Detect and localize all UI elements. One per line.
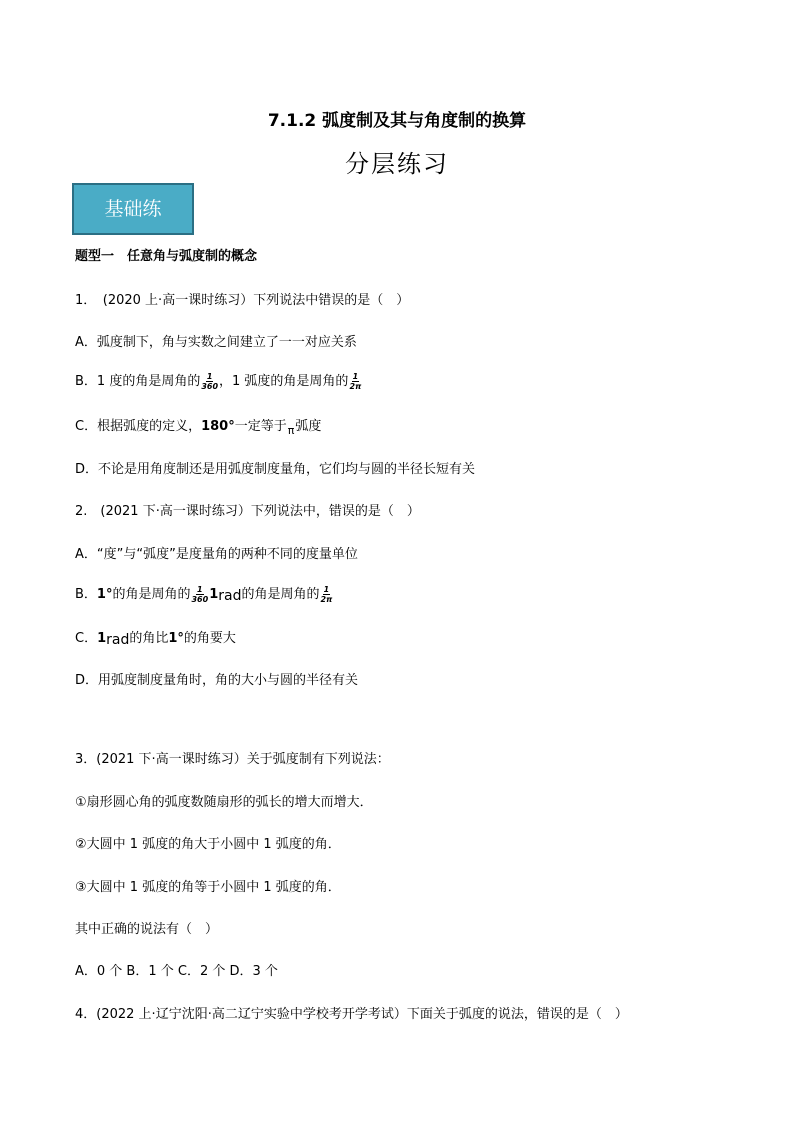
q1-b-text-mid: ，1 弧度的角是周角的 xyxy=(219,374,349,389)
q2-option-a: A．“度”与“弧度”是度量角的两种不同的度量单位 xyxy=(75,547,358,562)
q3-stem: 3．(2021 下·高一课时练习）关于弧度制有下列说法： xyxy=(75,752,390,767)
level-badge: 基础练 xyxy=(72,183,194,235)
q2-c-text-mid: 的角比 xyxy=(129,631,169,646)
q2-b-fraction-1 xyxy=(191,585,208,604)
q1-c-text: C．根据弧度的定义， xyxy=(75,419,202,434)
q1-c-text-mid: 一定等于 xyxy=(234,419,287,434)
q3-question: 其中正确的说法有（ ） xyxy=(75,922,219,937)
q1-c-degree: 180° xyxy=(201,419,235,434)
document-subtitle: 分层练习 xyxy=(345,150,449,178)
q2-c-text: C． xyxy=(75,631,98,646)
q1-b-frac2-den: 2π xyxy=(349,382,362,391)
q2-option-c xyxy=(75,627,236,646)
q1-b-fraction-2 xyxy=(349,372,361,391)
q2-b-text-mid2: 的角是周角的 xyxy=(241,587,320,602)
q2-b-frac1-den: 360 xyxy=(191,595,209,604)
q1-option-a: A．弧度制下，角与实数之间建立了一一对应关系 xyxy=(75,335,357,350)
q1-option-d: D．不论是用角度制还是用弧度制度量角，它们均与圆的半径长短有关 xyxy=(75,462,476,477)
q4-stem: 4．(2022 上·辽宁沈阳·高二辽宁实验中学校考开学考试）下面关于弧度的说法，错误的是（ ） xyxy=(75,1007,628,1022)
document-title: 7.1.2 弧度制及其与角度制的换算 xyxy=(267,111,527,131)
q1-stem: 1． (2020 上·高一课时练习）下列说法中错误的是（ ） xyxy=(75,293,410,308)
q2-b-frac2-num: 1 xyxy=(323,585,330,594)
q2-c-rad: rad xyxy=(106,632,130,648)
q2-c-text-post: 的角要大 xyxy=(183,631,236,646)
q1-b-fraction-1 xyxy=(201,372,218,391)
q3-statement-1: ①扇形圆心角的弧度数随扇形的弧长的增大而增大． xyxy=(75,795,373,810)
q2-b-text-mid: 的角是周角的 xyxy=(112,587,191,602)
q1-c-pi: π xyxy=(287,424,295,437)
q2-b-degree: 1° xyxy=(96,587,113,602)
q2-b-text: B． xyxy=(75,587,97,602)
q3-statement-2: ②大圆中 1 弧度的角大于小圆中 1 弧度的角． xyxy=(75,837,341,852)
q1-b-frac1-num: 1 xyxy=(206,372,213,381)
q2-option-b xyxy=(75,583,333,604)
q1-b-frac2-num: 1 xyxy=(352,372,359,381)
q2-b-fraction-2 xyxy=(320,585,332,604)
section-heading: 题型一 任意角与弧度制的概念 xyxy=(75,249,258,264)
q2-b-frac2-den: 2π xyxy=(320,595,333,604)
q2-b-rad: rad xyxy=(218,588,242,604)
q1-b-frac1-den: 360 xyxy=(201,382,219,391)
q2-c-degree: 1° xyxy=(168,631,184,646)
q1-option-b xyxy=(75,370,362,391)
q2-c-one: 1 xyxy=(97,631,107,646)
q2-b-one: 1 xyxy=(209,587,219,602)
q3-options: A．0 个 B．1 个 C．2 个 D．3 个 xyxy=(75,964,278,979)
q1-c-text-post: 弧度 xyxy=(295,419,322,434)
q1-option-c xyxy=(75,415,322,437)
q1-b-text: B．1 度的角是周角的 xyxy=(75,374,201,389)
q3-statement-3: ③大圆中 1 弧度的角等于小圆中 1 弧度的角． xyxy=(75,880,341,895)
q2-option-d: D．用弧度制度量角时，角的大小与圆的半径有关 xyxy=(75,673,359,688)
q2-b-frac1-num: 1 xyxy=(197,585,203,594)
q2-stem: 2. (2021 下·高一课时练习）下列说法中，错误的是（ ） xyxy=(75,504,420,519)
